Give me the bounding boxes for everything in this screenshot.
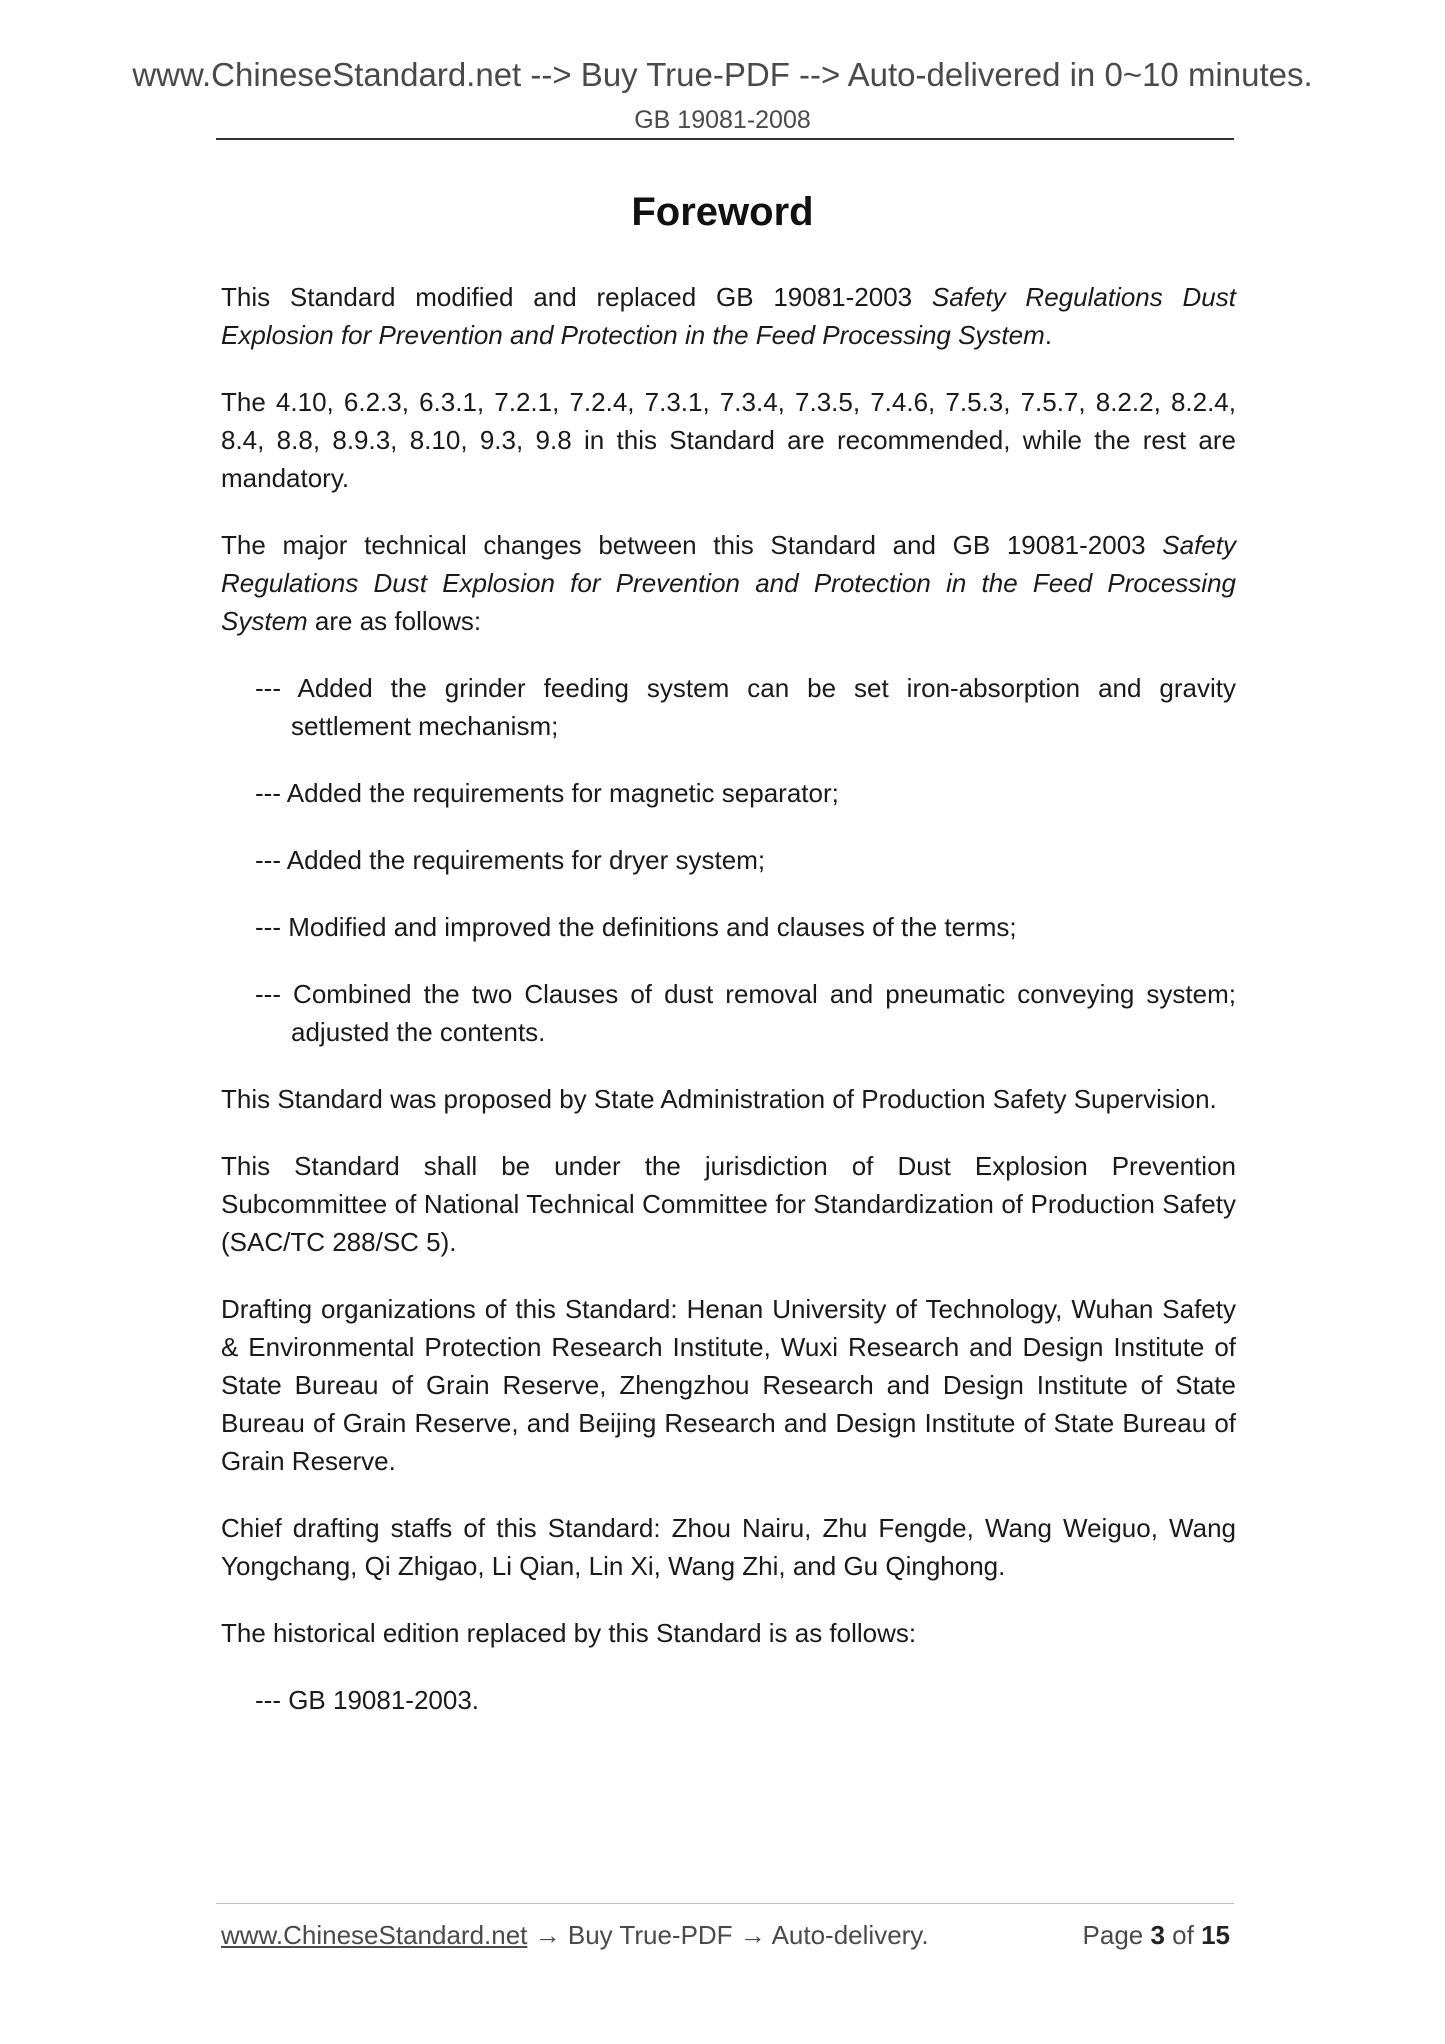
of-label: of xyxy=(1164,1920,1202,1950)
change-list-item: --- Added the requirements for magnetic separator; xyxy=(255,778,839,808)
paragraph-drafting-organizations: Drafting organizations of this Standard: Henan University of Technology, Wuhan Safety & Environmental Protection Research Institute, Wuxi Research and Design Institute of State Bureau of Grain Reserve, Zhengzhou Research and Design Institute of State Bureau of Grain Reserve, and Beijing Research and Design Institute of State Bureau of Grain Reserve. xyxy=(221,1294,1236,1476)
foreword-body xyxy=(221,278,1236,1748)
paragraph-major-changes xyxy=(221,526,1236,640)
history-list-item: --- GB 19081-2003. xyxy=(255,1685,480,1715)
page-number: 3 xyxy=(1150,1920,1165,1950)
footer-site-link[interactable]: www.ChineseStandard.net xyxy=(221,1920,528,1950)
paragraph-text: are as follows: xyxy=(307,606,482,636)
change-list-item: --- Modified and improved the definitions and clauses of the terms; xyxy=(255,912,1017,942)
header-banner[interactable]: www.ChineseStandard.net --> Buy True-PDF --> Auto-delivered in 0~10 minutes. xyxy=(132,56,1313,93)
change-list-item: --- Added the requirements for dryer system; xyxy=(255,845,766,875)
standard-title-italic: Safety Regulations Dust Explosion for Prevention and Protection in the Feed Processing System xyxy=(221,282,1236,350)
standard-title-italic: Safety Regulations Dust Explosion for Prevention and Protection in the Feed Processing System xyxy=(221,530,1236,636)
page-indicator xyxy=(1083,1920,1230,1951)
header-divider xyxy=(216,138,1234,140)
footer-divider xyxy=(216,1903,1234,1904)
page-title: Foreword xyxy=(631,190,814,234)
paragraph-replacement xyxy=(221,278,1236,354)
total-pages: 15 xyxy=(1201,1920,1230,1950)
document-id: GB 19081-2008 xyxy=(634,106,811,134)
footer-tagline: → Buy True-PDF → Auto-delivery. xyxy=(527,1920,929,1950)
paragraph-text: The major technical changes between this Standard and GB 19081-2003 xyxy=(221,530,1163,560)
paragraph-text: . xyxy=(1044,320,1053,350)
paragraph-drafting-staff: Chief drafting staffs of this Standard: Zhou Nairu, Zhu Fengde, Wang Weiguo, Wang Yongchang, Qi Zhigao, Li Qian, Lin Xi, Wang Zhi, and Gu Qinghong. xyxy=(221,1513,1236,1581)
change-list-item: --- Combined the two Clauses of dust removal and pneumatic conveying system; adjusted the contents. xyxy=(255,979,1236,1047)
paragraph-recommended-clauses: The 4.10, 6.2.3, 6.3.1, 7.2.1, 7.2.4, 7.3.1, 7.3.4, 7.3.5, 7.4.6, 7.5.3, 7.5.7, 8.2.2, 8.2.4, 8.4, 8.8, 8.9.3, 8.10, 9.3, 9.8 in this Standard are recommended, while the rest are mandatory. xyxy=(221,387,1236,493)
page-label: Page xyxy=(1082,1920,1151,1950)
footer-link-line xyxy=(221,1920,929,1951)
paragraph-historical-edition: The historical edition replaced by this Standard is as follows: xyxy=(221,1618,917,1648)
paragraph-jurisdiction: This Standard shall be under the jurisdiction of Dust Explosion Prevention Subcommittee of National Technical Committee for Standardization of Production Safety (SAC/TC 288/SC 5). xyxy=(221,1151,1236,1257)
change-list-item: --- Added the grinder feeding system can be set iron-absorption and gravity settlement mechanism; xyxy=(255,673,1236,741)
paragraph-text: This Standard modified and replaced GB 19081-2003 xyxy=(221,282,932,312)
paragraph-proposed-by: This Standard was proposed by State Administration of Production Safety Supervision. xyxy=(221,1084,1217,1114)
